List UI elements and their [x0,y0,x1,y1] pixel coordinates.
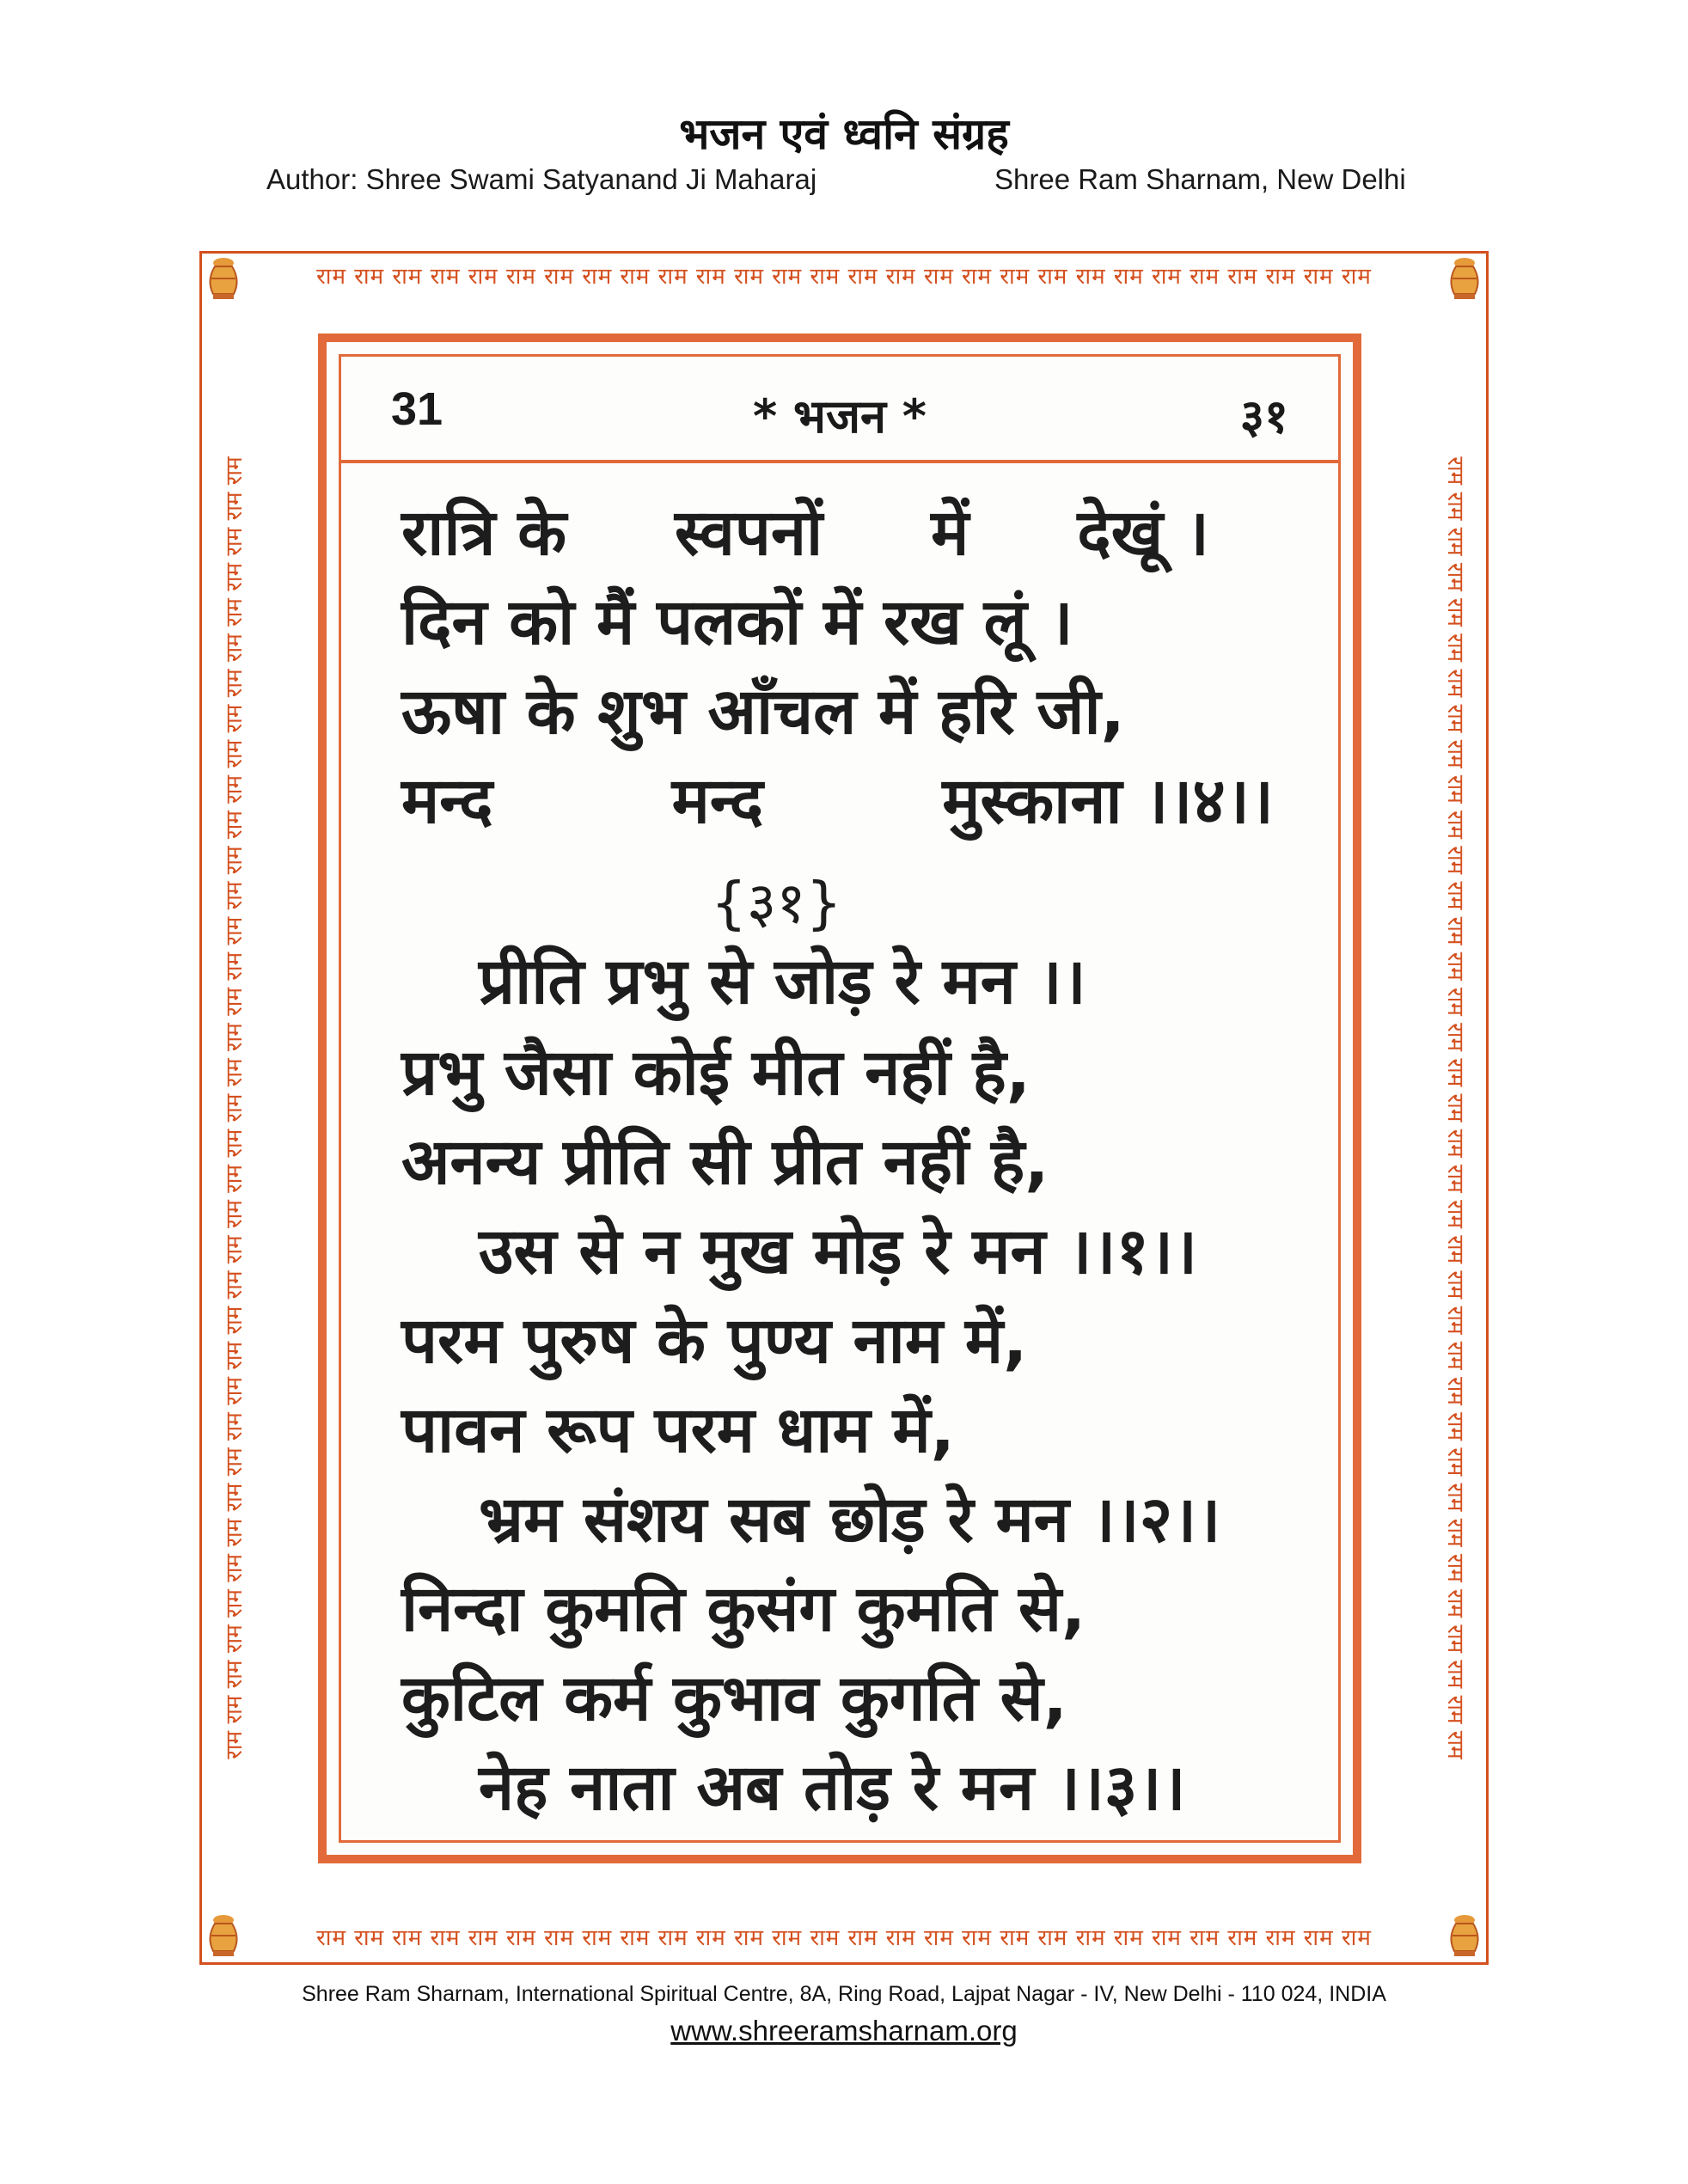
website-link[interactable]: www.shreeramsharnam.org [670,2015,1018,2046]
ram-border-bottom: राम राम राम राम राम राम राम राम राम राम राम राम राम राम राम राम राम राम राम राम राम राम राम राम राम राम राम राम [316,1925,1372,1951]
verse-line: परम पुरुष के पुण्य नाम में, [401,1304,1028,1378]
bhajan-number: {३१} [711,870,842,936]
author-line: Author: Shree Swami Satyanand Ji Maharaj [266,163,817,195]
bhajan-page-image [318,333,1361,1863]
verse-line: दिन को मैं पलकों में रख लूं । [401,585,1073,659]
verse-line: ऊषा के शुभ आँचल में हरि जी, [401,675,1125,749]
ram-border-left: राम राम राम राम राम राम राम राम राम राम राम राम राम राम राम राम राम राम राम राम राम राम राम राम राम राम राम राम राम राम राम राम राम राम राम राम राम [222,456,248,1759]
verse-fragment: रात्रि के [401,496,567,570]
verse-fragment: स्वपनों [674,496,823,570]
kalash-icon [1444,254,1485,303]
verse-fragment: मन्द [671,764,764,838]
verse-line: पावन रूप परम धाम में, [401,1393,955,1467]
kalash-icon [1444,1912,1485,1960]
kalash-icon [203,1912,244,1960]
verse-refrain: भ्रम संशय सब छोड़ रे मन ।।२।। [479,1483,1221,1557]
page-heading: * भजन * [752,389,927,444]
verse-refrain: प्रीति प्रभु से जोड़ रे मन ।। [479,945,1086,1019]
verse-line [401,764,1274,838]
verse-fragment: मुस्काना ।।४।। [942,764,1274,838]
verse-line: निन्दा कुमति कुसंग कुमति से, [401,1572,1086,1646]
verse-fragment: देखूं । [1077,496,1209,570]
verse-fragment: में [931,496,969,570]
document-title: भजन एवं ध्वनि संग्रह [679,109,1009,159]
ram-border-top: राम राम राम राम राम राम राम राम राम राम राम राम राम राम राम राम राम राम राम राम राम राम राम राम राम राम राम राम [316,264,1372,290]
verse-fragment: मन्द [401,764,493,838]
kalash-icon [203,254,244,303]
verse-refrain: नेह नाता अब तोड़ रे मन ।।३।। [479,1751,1186,1825]
verse-line: अनन्य प्रीति सी प्रीत नहीं है, [401,1125,1049,1199]
page-number-latin: 31 [391,383,443,435]
verse-refrain: उस से न मुख मोड़ रे मन ।।१।। [479,1214,1198,1288]
organization-line: Shree Ram Sharnam, New Delhi [994,163,1406,195]
bhajan-page-inner-border [339,354,1341,1843]
footer-address: Shree Ram Sharnam, International Spiritual Centre, 8A, Ring Road, Lajpat Nagar - IV, New Delhi - 110 024, INDIA [302,1982,1386,2006]
ram-border-right: राम राम राम राम राम राम राम राम राम राम राम राम राम राम राम राम राम राम राम राम राम राम राम राम राम राम राम राम राम राम राम राम राम राम राम राम राम [1442,456,1468,1759]
verse-line: प्रभु जैसा कोई मीत नहीं है, [401,1036,1031,1110]
verse-line: कुटिल कर्म कुभाव कुगति से, [401,1661,1067,1735]
page-number-devanagari: ३१ [1239,389,1288,444]
verse-line [401,496,1209,570]
page-header [341,357,1338,463]
